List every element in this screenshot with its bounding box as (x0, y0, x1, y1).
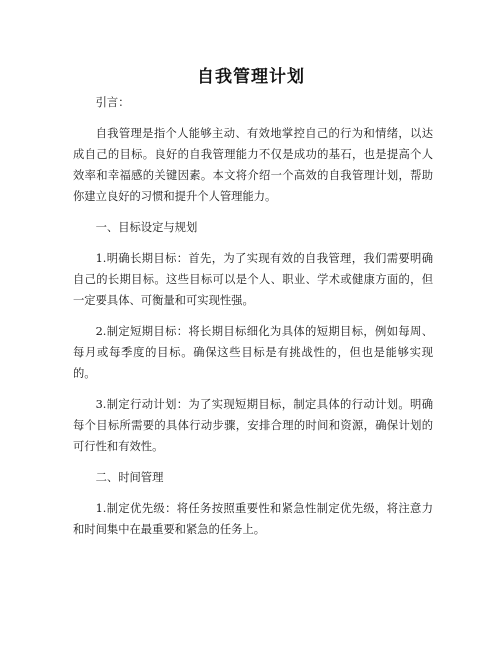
intro-paragraph: 自我管理是指个人能够主动、有效地掌控自己的行为和情绪，以达成自己的目标。良好的自我管理能力不仅是成功的基石，也是提高个人效率和幸福感的关键因素。本文将介绍一个高效的自我管理计划，帮助你建立良好的习惯和提升个人管理能力。 (73, 127, 433, 203)
time-item-1: 1.制定优先级：将任务按照重要性和紧急性制定优先级，将注意力和时间集中在最重要和紧急的任务上。 (73, 502, 433, 536)
document-body (73, 92, 433, 550)
intro-heading: 引言： (95, 96, 130, 109)
section-heading-goals: 一、目标设定与规划 (95, 221, 198, 234)
goals-item-1: 1.明确长期目标：首先，为了实现有效的自我管理，我们需要明确自己的长期目标。这些目标可以是个人、职业、学术或健康方面的，但一定要具体、可衡量和可实现性强。 (73, 252, 433, 307)
goals-item-3: 3.制定行动计划：为了实现短期目标，制定具体的行动计划。明确每个目标所需要的具体行动步骤，安排合理的时间和资源，确保计划的可行性和有效性。 (73, 398, 433, 453)
document-title: 自我管理计划 (197, 67, 305, 87)
goals-item-2: 2.制定短期目标：将长期目标细化为具体的短期目标，例如每周、每月或每季度的目标。确保这些目标是有挑战性的，但也是能够实现的。 (73, 325, 433, 380)
section-heading-time: 二、时间管理 (95, 471, 164, 484)
